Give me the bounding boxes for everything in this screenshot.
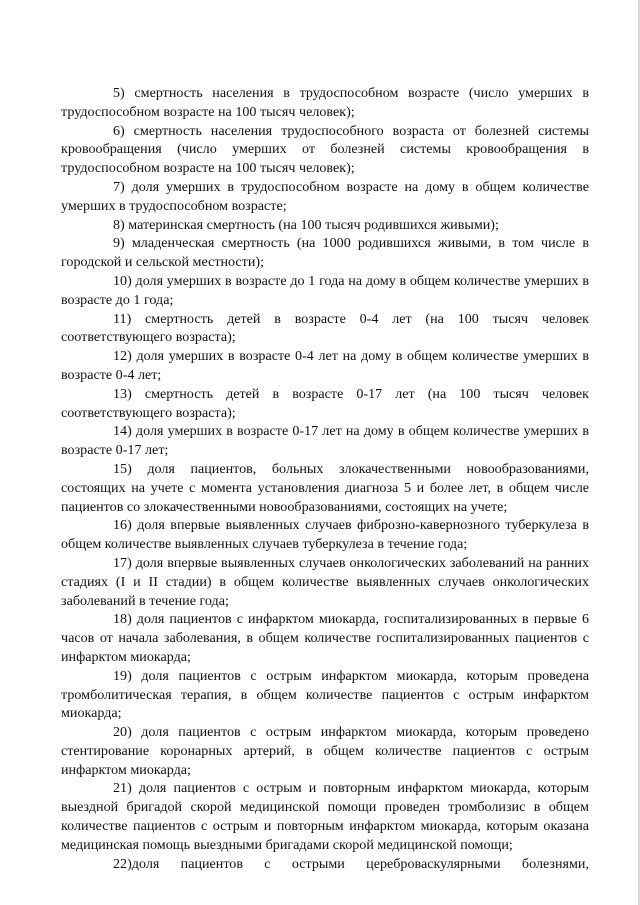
list-item-17: 17) доля впервые выявленных случаев онкологических заболеваний на ранних стадиях (I и II стадии) в общем количестве выявленных случаев онкологических заболеваний в течение года; (61, 554, 589, 609)
list-item-5: 5) смертность населения в трудоспособном возрасте (число умерших в трудоспособном возрасте на 100 тысяч человек); (61, 85, 589, 120)
list-item-12: 12) доля умерших в возрасте 0-4 лет на дому в общем количестве умерших в возрасте 0-4 лет; (61, 348, 589, 383)
list-item-8: 8) материнская смертность (на 100 тысяч родившихся живыми); (113, 216, 499, 233)
list-item-6: 6) смертность населения трудоспособного возраста от болезней системы кровообращения (число умерших от болезней системы кровообращения в трудоспособном возрасте на 100 тысяч человек); (61, 122, 589, 177)
list-item-13: 13) смертность детей в возрасте 0-17 лет (на 100 тысяч человек соответствующего возраста); (61, 385, 589, 421)
list-item-19: 19) доля пациентов с острым инфарктом миокарда, которым проведена тромболитическая терапия, в общем количестве пациентов с острым инфарктом миокарда; (61, 667, 589, 722)
list-item-15: 15) доля пациентов, больных злокачественными новообразованиями, состоящих на учете с момента установления диагноза 5 и более лет, в общем числе пациентов со злокачественными новообразованиями, состоящих на учете; (61, 460, 589, 515)
document-body (61, 84, 589, 873)
list-item-16: 16) доля впервые выявленных случаев фиброзно-кавернозного туберкулеза в общем количестве выявленных случаев туберкулеза в течение года; (61, 517, 589, 553)
list-item-21: 21) доля пациентов с острым и повторным инфарктом миокарда, которым выездной бригадой скорой медицинской помощи проведен тромболизис в общем количестве пациентов с острым и повторным инфарктом миокарда, которым оказана медицинская помощь выездными бригадами скорой медицинской помощи; (61, 780, 589, 853)
list-item-9: 9) младенческая смертность (на 1000 родившихся живыми, в том числе в городской и сельской местности); (61, 235, 589, 271)
list-item-10: 10) доля умерших в возрасте до 1 года на дому в общем количестве умерших в возрасте до 1 года; (61, 272, 589, 308)
list-item-14: 14) доля умерших в возрасте 0-17 лет на дому в общем количестве умерших в возрасте 0-17 лет; (61, 423, 589, 459)
list-item-7: 7) доля умерших в трудоспособном возрасте на дому в общем количестве умерших в трудоспособном возрасте; (61, 178, 589, 214)
list-item-20: 20) доля пациентов с острым инфарктом миокарда, которым проведено стентирование коронарных артерий, в общем количестве пациентов с острым инфарктом миокарда; (61, 724, 589, 778)
list-item-22: 22)доля пациентов с острыми цереброваскулярными болезнями, (113, 855, 589, 872)
list-item-11: 11) смертность детей в возрасте 0-4 лет (на 100 тысяч человек соответствующего возраста); (61, 310, 589, 346)
list-item-18: 18) доля пациентов с инфарктом миокарда, госпитализированных в первые 6 часов от начала заболевания, в общем количестве госпитализированных пациентов с инфарктом миокарда; (61, 611, 589, 665)
